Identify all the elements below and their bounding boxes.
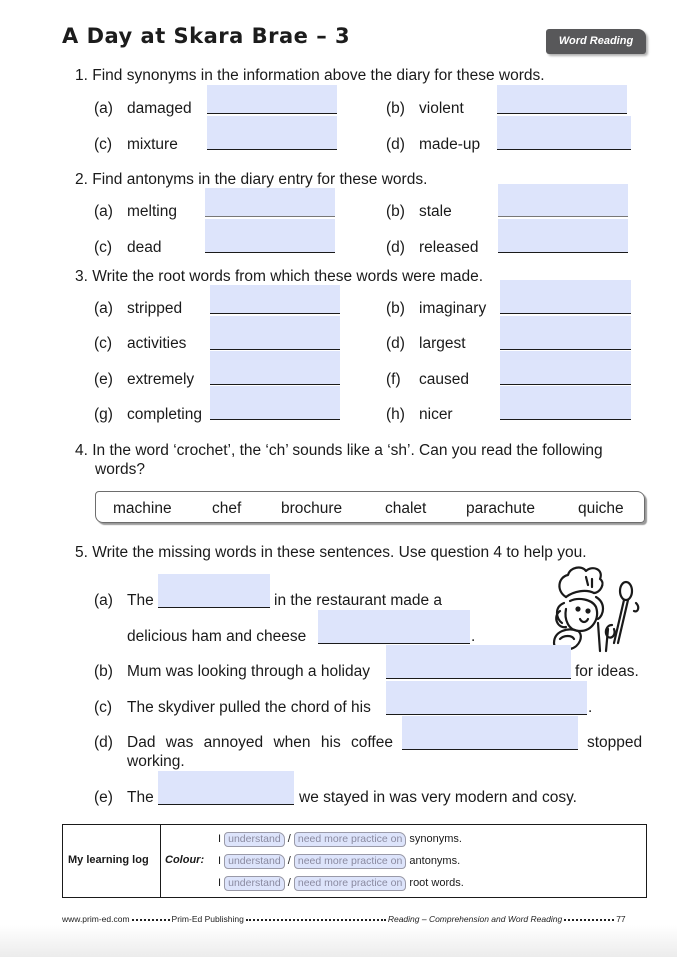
q1a-letter: (a) xyxy=(94,100,113,117)
q5-prompt xyxy=(75,544,587,562)
q3g-letter: (g) xyxy=(94,406,113,423)
footer-book-title: Reading – Comprehension and Word Reading xyxy=(387,914,563,924)
q2d-word: released xyxy=(419,239,479,256)
q5a-pre: The xyxy=(127,592,154,609)
footer xyxy=(62,914,647,924)
q5d-word-5: his xyxy=(320,734,341,751)
q2d-answer-field[interactable] xyxy=(498,219,628,252)
q5a-answer-field-2[interactable] xyxy=(318,610,470,643)
q3h-word: nicer xyxy=(419,406,453,423)
log-row-antonyms xyxy=(218,854,460,872)
q5a-answer-line-2 xyxy=(318,643,470,644)
q3b-letter: (b) xyxy=(386,300,405,317)
q3g-word: completing xyxy=(127,406,202,423)
q3d-answer-line xyxy=(500,349,631,350)
q3d-letter: (d) xyxy=(386,335,405,352)
q1b-answer-line xyxy=(497,113,627,114)
q4-number: 4. xyxy=(75,442,88,459)
q5e-letter: (e) xyxy=(94,789,113,806)
q5d-word-4: when xyxy=(273,734,311,751)
learning-log-divider xyxy=(160,825,161,897)
footer-leader xyxy=(564,919,614,921)
q3a-answer-field[interactable] xyxy=(210,285,340,313)
log-row-topic: antonyms. xyxy=(409,855,461,867)
log-row-pronoun: I xyxy=(218,833,222,845)
q1d-answer-field[interactable] xyxy=(497,116,631,149)
q3b-answer-field[interactable] xyxy=(500,280,631,313)
q1c-word: mixture xyxy=(127,136,178,153)
q3f-letter: (f) xyxy=(386,371,401,388)
q5d-word-1: Dad xyxy=(127,734,156,751)
q3f-word: caused xyxy=(419,371,469,388)
q2b-letter: (b) xyxy=(386,203,405,220)
q2c-answer-field[interactable] xyxy=(205,219,335,252)
q2c-answer-line xyxy=(205,252,335,253)
q4-prompt xyxy=(75,442,603,460)
q5a-end: . xyxy=(471,628,476,645)
q5d-line2: working. xyxy=(127,753,185,770)
word-machine: machine xyxy=(113,500,172,517)
footer-page-number: 77 xyxy=(616,914,626,924)
q3c-letter: (c) xyxy=(94,335,113,352)
q1-number: 1. xyxy=(75,67,88,84)
q1a-answer-line xyxy=(207,113,337,114)
q1a-word: damaged xyxy=(127,100,192,117)
log-row-separator: / xyxy=(287,855,291,867)
q3c-answer-line xyxy=(210,349,340,350)
understand-button[interactable]: understand xyxy=(224,876,285,891)
q1c-answer-line xyxy=(207,149,337,150)
log-row-separator: / xyxy=(287,833,291,845)
learning-log-title: My learning log xyxy=(68,854,149,866)
word-chalet: chalet xyxy=(385,500,427,517)
q2d-answer-line xyxy=(498,252,628,253)
q2-prompt xyxy=(75,171,427,189)
q3g-answer-field[interactable] xyxy=(210,386,340,419)
need-practice-button[interactable]: need more practice on xyxy=(294,876,406,891)
footer-leader xyxy=(132,919,170,921)
q3e-answer-field[interactable] xyxy=(210,351,340,384)
footer-publisher: Prim-Ed Publishing xyxy=(171,914,244,924)
q2a-letter: (a) xyxy=(94,203,113,220)
q3c-answer-field[interactable] xyxy=(210,316,340,349)
q5d-answer-field[interactable] xyxy=(402,716,578,749)
q3-text: Write the root words from which these words were made. xyxy=(92,268,484,285)
understand-button[interactable]: understand xyxy=(224,854,285,869)
q5d-pre xyxy=(127,734,393,752)
q5c-answer-line xyxy=(386,714,587,715)
q4-text-line1: In the word ‘crochet’, the ‘ch’ sounds like a ‘sh’. Can you read the following xyxy=(92,442,603,459)
q1c-answer-field[interactable] xyxy=(207,116,337,149)
q1b-answer-field[interactable] xyxy=(497,85,627,113)
word-quiche: quiche xyxy=(578,500,624,517)
q3b-word: imaginary xyxy=(419,300,487,317)
q5a-answer-field-1[interactable] xyxy=(158,574,270,607)
q1c-letter: (c) xyxy=(94,136,113,153)
q2c-letter: (c) xyxy=(94,239,113,256)
log-row-pronoun: I xyxy=(218,877,222,889)
q2a-word: melting xyxy=(127,203,177,220)
log-row-pronoun: I xyxy=(218,855,222,867)
log-row-topic: synonyms. xyxy=(409,833,462,845)
q3h-letter: (h) xyxy=(386,406,405,423)
q5d-answer-line xyxy=(402,749,578,750)
q5c-letter: (c) xyxy=(94,699,113,716)
section-badge: Word Reading xyxy=(546,29,646,54)
understand-button[interactable]: understand xyxy=(224,832,285,847)
q3f-answer-line xyxy=(500,384,631,385)
q3-number: 3. xyxy=(75,268,88,285)
q5-text: Write the missing words in these sentences. Use question 4 to help you. xyxy=(92,544,587,561)
q5d-word-3: annoyed xyxy=(203,734,264,751)
q3e-answer-line xyxy=(210,384,340,385)
q3a-word: stripped xyxy=(127,300,183,317)
need-practice-button[interactable]: need more practice on xyxy=(294,832,406,847)
q2-number: 2. xyxy=(75,171,88,188)
log-row-topic: root words. xyxy=(409,877,464,889)
q2b-answer-field[interactable] xyxy=(498,184,628,216)
q1-text: Find synonyms in the information above the diary for these words. xyxy=(92,67,545,84)
q3g-answer-line xyxy=(210,419,340,420)
q1d-letter: (d) xyxy=(386,136,405,153)
q3b-answer-line xyxy=(500,313,631,314)
q1d-word: made-up xyxy=(419,136,481,153)
q2b-answer-line xyxy=(498,216,628,217)
q2b-word: stale xyxy=(419,203,452,220)
q1b-word: violent xyxy=(419,100,464,117)
q2a-answer-field[interactable] xyxy=(205,188,335,216)
q2c-word: dead xyxy=(127,239,162,256)
q3a-answer-line xyxy=(210,313,340,314)
q4-text-line2: words? xyxy=(95,461,145,478)
q5a-mid: in the restaurant made a xyxy=(274,592,443,609)
colour-label: Colour: xyxy=(165,854,205,866)
need-practice-button[interactable]: need more practice on xyxy=(294,854,406,869)
q3c-word: activities xyxy=(127,335,187,352)
word-brochure: brochure xyxy=(281,500,343,517)
log-row-root-words xyxy=(218,876,464,894)
q2a-answer-line xyxy=(205,216,335,217)
q5b-answer-field[interactable] xyxy=(386,645,571,678)
word-parachute: parachute xyxy=(466,500,535,517)
q3d-word: largest xyxy=(419,335,466,352)
q2d-letter: (d) xyxy=(386,239,405,256)
q3h-answer-line xyxy=(500,419,631,420)
footer-website: www.prim-ed.com xyxy=(62,914,130,924)
page-title: A Day at Skara Brae – 3 xyxy=(62,24,351,48)
q3h-answer-field[interactable] xyxy=(500,386,631,419)
q3e-letter: (e) xyxy=(94,371,113,388)
q5b-letter: (b) xyxy=(94,663,113,680)
q5c-answer-field[interactable] xyxy=(386,681,587,714)
log-row-synonyms xyxy=(218,832,462,850)
q5d-word-6: coffee xyxy=(351,734,393,751)
q5a-letter: (a) xyxy=(94,592,113,609)
q5b-answer-line xyxy=(386,678,571,679)
footer-leader xyxy=(246,919,386,921)
q5-number: 5. xyxy=(75,544,88,561)
q3-prompt xyxy=(75,268,483,286)
q5e-pre: The xyxy=(127,789,154,806)
q1a-answer-field[interactable] xyxy=(207,85,337,113)
q5c-pre: The skydiver pulled the chord of his xyxy=(127,699,371,716)
q3f-answer-field[interactable] xyxy=(500,351,631,384)
learning-log xyxy=(62,824,647,898)
chef-illustration-icon xyxy=(548,563,644,653)
q5a-answer-line-1 xyxy=(158,607,270,608)
q3a-letter: (a) xyxy=(94,300,113,317)
q5e-post: we stayed in was very modern and cosy. xyxy=(299,789,577,806)
q5c-post: . xyxy=(588,699,593,716)
q5d-word-2: was xyxy=(165,734,194,751)
q5a-line2: delicious ham and cheese xyxy=(127,628,307,645)
word-chef: chef xyxy=(212,500,242,517)
q1b-letter: (b) xyxy=(386,100,405,117)
word-list-box xyxy=(95,491,645,523)
q3e-word: extremely xyxy=(127,371,195,388)
q5d-letter: (d) xyxy=(94,734,113,751)
q5b-pre: Mum was looking through a holiday xyxy=(127,663,370,680)
log-row-separator: / xyxy=(287,877,291,889)
q5d-post: stopped xyxy=(587,734,643,751)
q1d-answer-line xyxy=(497,149,631,150)
q2-text: Find antonyms in the diary entry for these words. xyxy=(92,171,428,188)
q1-prompt xyxy=(75,67,545,85)
q5b-post: for ideas. xyxy=(575,663,639,680)
q5e-answer-field[interactable] xyxy=(158,771,294,804)
q5e-answer-line xyxy=(158,804,294,805)
q3d-answer-field[interactable] xyxy=(500,316,631,349)
